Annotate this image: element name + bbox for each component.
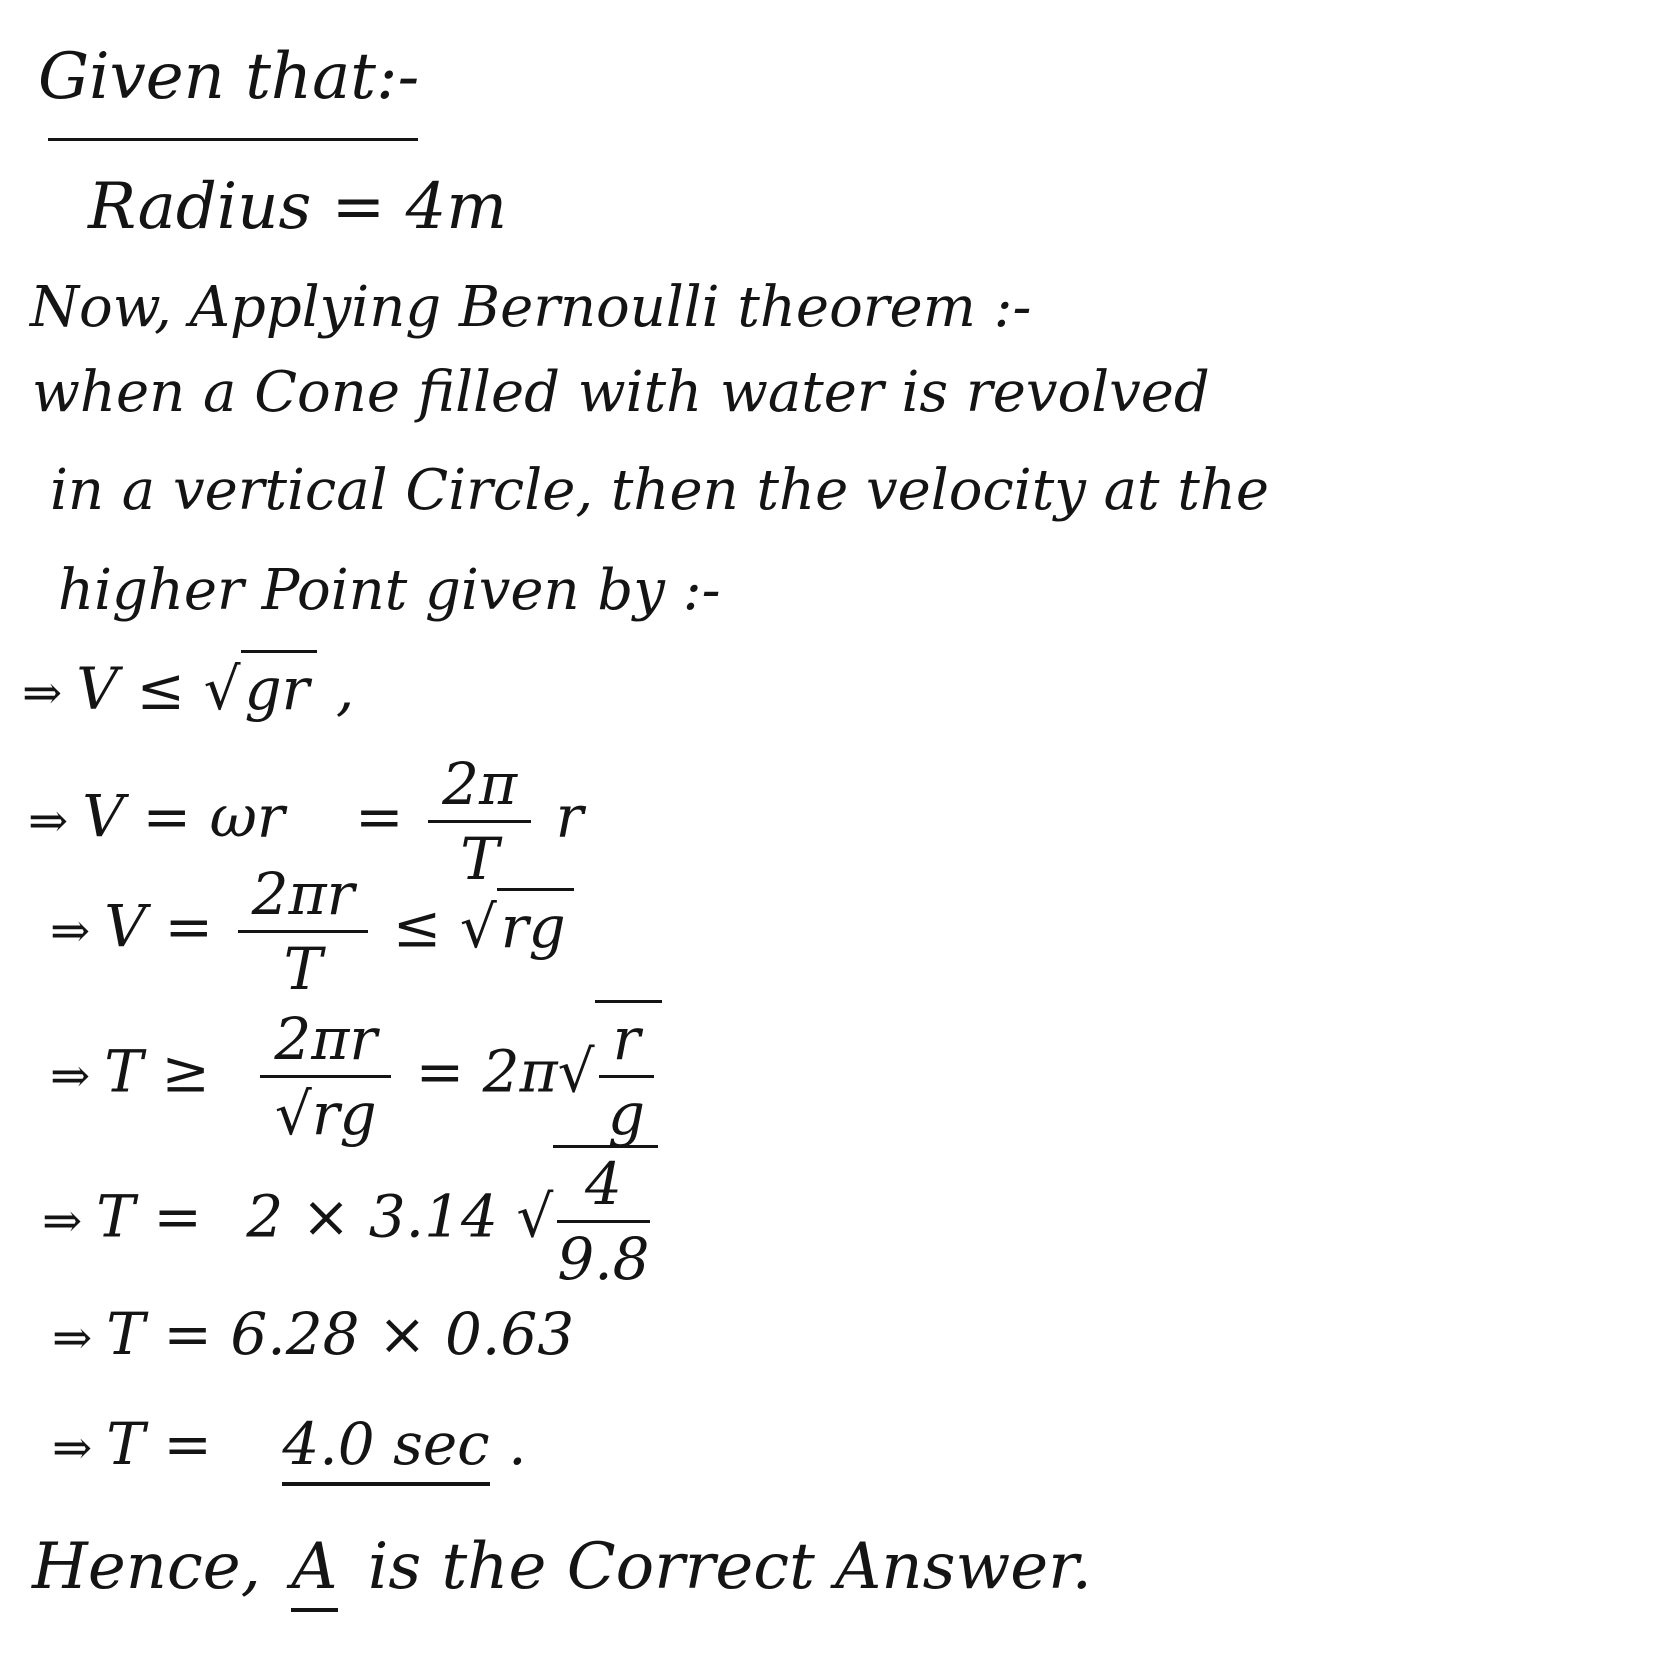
sqrt-rg: √rg	[460, 888, 574, 961]
implies-arrow-icon: ⇒	[50, 1047, 91, 1104]
sqrt-r-over-g: √ $\frac{r}{g}$	[558, 1000, 663, 1148]
step-4-coef: 2π	[482, 1037, 558, 1106]
step-5-lhs: T =	[96, 1182, 202, 1251]
correct-option: A	[291, 1530, 337, 1612]
sqrt-gr: √gr	[204, 650, 318, 723]
heading-underline	[48, 138, 418, 141]
step-4	[50, 1000, 662, 1148]
sqrt-rg-radicand: rg	[497, 888, 574, 961]
fraction-denominator: √rg	[274, 1080, 377, 1148]
fraction-denominator: 9.8	[557, 1225, 650, 1293]
step-2-lhs: V = ωr	[82, 782, 285, 851]
step-5-coef: 2 × 3.14	[246, 1182, 498, 1251]
implies-arrow-icon: ⇒	[52, 1310, 93, 1366]
step-1-lhs: V ≤	[76, 655, 186, 723]
fraction-denominator: T	[460, 825, 499, 893]
step-6	[52, 1300, 574, 1368]
step-5	[42, 1145, 658, 1293]
implies-arrow-icon: ⇒	[52, 1420, 93, 1476]
fraction-denominator: T	[283, 935, 323, 1003]
step-7-dot: .	[508, 1410, 527, 1478]
step-7	[52, 1410, 527, 1478]
conclusion-suffix: is the Correct Answer.	[367, 1530, 1092, 1604]
fraction-numerator: 2πr	[238, 860, 369, 933]
fraction-denominator: g	[607, 1080, 646, 1148]
step-4-eq: =	[415, 1037, 465, 1106]
step-2-eq: =	[355, 782, 404, 851]
sqrt-gr-radicand: gr	[241, 650, 318, 723]
fraction-numerator: 2πr	[260, 1005, 391, 1078]
intro-line: Now, Applying Bernoulli theorem :-	[30, 275, 1032, 340]
final-answer: 4.0 sec	[282, 1410, 489, 1486]
statement-line-1: when a Cone filled with water is revolved	[32, 360, 1210, 425]
fraction-numerator: 2π	[428, 750, 531, 823]
step-2-tail: r	[555, 782, 584, 851]
fraction-numerator: 4	[557, 1150, 649, 1223]
step-3	[50, 860, 574, 1003]
implies-arrow-icon: ⇒	[50, 902, 91, 959]
conclusion-prefix: Hence,	[32, 1530, 261, 1604]
heading: Given that:-	[38, 40, 420, 114]
statement-line-2: in a vertical Circle, then the velocity at the	[50, 458, 1270, 523]
step-4-lhs: T ≥	[104, 1037, 210, 1106]
statement-line-3: higher Point given by :-	[58, 558, 721, 623]
implies-arrow-icon: ⇒	[28, 792, 69, 849]
step-1	[22, 650, 354, 723]
step-6-expr: T = 6.28 × 0.63	[106, 1300, 575, 1368]
step-3-lhs: V =	[104, 892, 214, 961]
step-7-lhs: T =	[106, 1410, 212, 1478]
implies-arrow-icon: ⇒	[42, 1192, 83, 1249]
sqrt-4-over-9.8: √ $\frac{4}{9.8}$	[516, 1145, 657, 1293]
step-3-le: ≤	[392, 892, 442, 961]
conclusion	[32, 1530, 1092, 1604]
step-1-tail: ,	[335, 655, 355, 723]
fraction-2pir-over-T	[238, 860, 369, 1003]
fraction-numerator: r	[599, 1005, 655, 1078]
radius-line: Radius = 4m	[88, 170, 508, 244]
implies-arrow-icon: ⇒	[22, 665, 63, 721]
fraction-2pir-over-sqrt-rg	[260, 1005, 391, 1148]
